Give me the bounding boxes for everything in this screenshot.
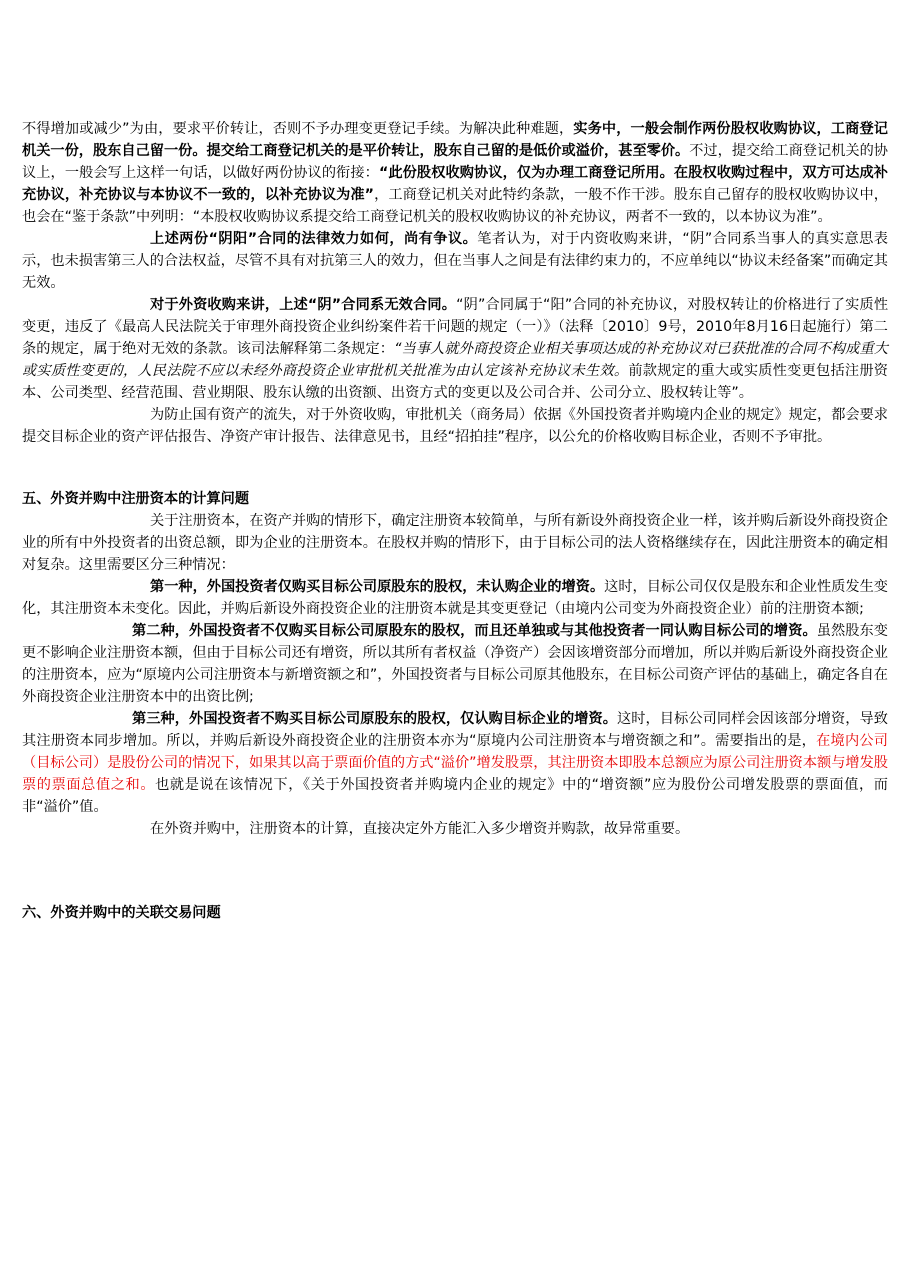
paragraph-capital-importance xyxy=(22,818,888,840)
text-run: 也就是说在该情况下，《关于外国投资者并购境内企业的规定》中的“增资额”应为股份公司增发股票的票面值，而非“溢价”值。 xyxy=(22,777,888,815)
document-page xyxy=(22,118,888,924)
italic-quote-run: “当事人就外商投资企业相关事项达成的补充协议对已获批准的合同不构成重大或实质性变更的，人民法院不应以未经外商投资企业审批机关批准为由认定该补充协议未生效。 xyxy=(22,341,888,379)
paragraph-case-three xyxy=(22,708,888,818)
red-highlight-run: 在境内公司（目标公司）是股份公司的情况下，如果其以高于票面价值的方式“溢价”增发股票，其注册资本即股本总额应为原公司注册资本额与增发股票的票面总值之和。 xyxy=(22,733,888,793)
text-run: 前款规定的重大或实质性变更包括注册资本、公司类型、经营范围、营业期限、股东认缴的出资额、出资方式的变更以及公司合并、公司分立、股权转让等”。 xyxy=(22,363,888,401)
bold-run: 第三种，外国投资者不购买目标公司原股东的股权，仅认购目标企业的增资。 xyxy=(132,711,618,727)
section-heading-5: 五、外资并购中注册资本的计算问题 xyxy=(22,491,250,507)
text-run: “阴”合同属于“阳”合同的补充协议，对股权转让的价格进行了实质性变更，违反了《最高人民法院关于审理外商投资企业纠纷案件若干问题的规定（一）》（法释〔2010〕9号，2010年8月16日起施行）第二条的规定，属于绝对无效的条款。该司法解释第二条规定： xyxy=(22,297,889,357)
text-run: 虽然股东变更不影响企业注册资本额，但由于目标公司还有增资，所以其所有者权益（净资产）会因该增资部分而增加，所以并购后新设外商投资企业的注册资本，应为“原境内公司注册资本与新增资额之和”，外国投资者与目标公司原其他股东，在目标公司资产评估的基础上，确定各自在外商投资企业注册资本中的出资比例; xyxy=(22,623,888,705)
paragraph-case-two xyxy=(22,620,888,708)
paragraph-dual-agreements xyxy=(22,118,888,228)
text-run: 这时，目标公司仅仅是股东和企业性质发生变化，其注册资本未变化。因此，并购后新设外商投资企业的注册资本就是其变更登记（由境内公司变为外商投资企业）前的注册资本额; xyxy=(22,579,888,617)
section-heading-6: 六、外资并购中的关联交易问题 xyxy=(22,905,221,921)
text-run: 不过，提交给工商登记机关的协议上，一般会写上这样一句话，以做好两份协议的衔接： xyxy=(22,143,888,181)
text-run: 不得增加或减少”为由，要求平价转让，否则不予办理变更登记手续。为解决此种难题， xyxy=(22,121,574,137)
bold-run: 对于外资收购来讲，上述“阴”合同系无效合同。 xyxy=(150,297,457,313)
text-run: 笔者认为，对于内资收购来讲，“阴”合同系当事人的真实意思表示，也未损害第三人的合法权益，尽管不具有对抗第三人的效力，但在当事人之间是有法律约束力的，不应单纯以“协议未经备案”而确定其无效。 xyxy=(22,231,888,291)
paragraph-state-assets xyxy=(22,404,888,448)
paragraph-foreign-invalid xyxy=(22,294,888,404)
text-run: 在外资并购中，注册资本的计算，直接决定外方能汇入多少增资并购款，故异常重要。 xyxy=(150,821,690,837)
text-run: 为防止国有资产的流失，对于外资收购，审批机关（商务局）依据《外国投资者并购境内企业的规定》规定，都会要求提交目标企业的资产评估报告、净资产审计报告、法律意见书，且经“招拍挂”程序，以公允的价格收购目标企业，否则不予审批。 xyxy=(22,407,888,445)
bold-run: 实务中，一般会制作两份股权收购协议，工商登记机关一份，股东自己留一份。提交给工商登记机关的是平价转让，股东自己留的是低价或溢价，甚至零价。 xyxy=(22,121,888,159)
text-run: 关于注册资本，在资产并购的情形下，确定注册资本较简单，与所有新设外商投资企业一样，该并购后新设外商投资企业的所有中外投资者的出资总额，即为企业的注册资本。在股权并购的情形下，由于目标公司的法人资格继续存在，因此注册资本的确定相对复杂。这里需要区分三种情况： xyxy=(22,513,888,573)
text-run: ，工商登记机关对此特约条款，一般不作干涉。股东自己留存的股权收购协议中，也会在“鉴于条款”中列明：“本股权收购协议系提交给工商登记机关的股权收购协议的补充协议，两者不一致的，以本协议为准”。 xyxy=(22,187,888,225)
paragraph-legal-effect xyxy=(22,228,888,294)
bold-run: 第二种，外国投资者不仅购买目标公司原股东的股权，而且还单独或与其他投资者一同认购目标公司的增资。 xyxy=(132,623,817,639)
bold-run: 上述两份“阴阳”合同的法律效力如何，尚有争议。 xyxy=(150,231,478,247)
paragraph-case-one xyxy=(22,576,888,620)
paragraph-registered-capital-intro xyxy=(22,510,888,576)
text-run: 这时，目标公司同样会因该部分增资，导致其注册资本同步增加。所以，并购后新设外商投资企业的注册资本亦为“原境内公司注册资本与增资额之和”。需要指出的是， xyxy=(22,711,888,749)
bold-run: “此份股权收购协议，仅为办理工商登记所用。在股权收购过程中，双方可达成补充协议，补充协议与本协议不一致的，以补充协议为准” xyxy=(22,165,888,203)
bold-run: 第一种，外国投资者仅购买目标公司原股东的股权，未认购企业的增资。 xyxy=(150,579,605,595)
